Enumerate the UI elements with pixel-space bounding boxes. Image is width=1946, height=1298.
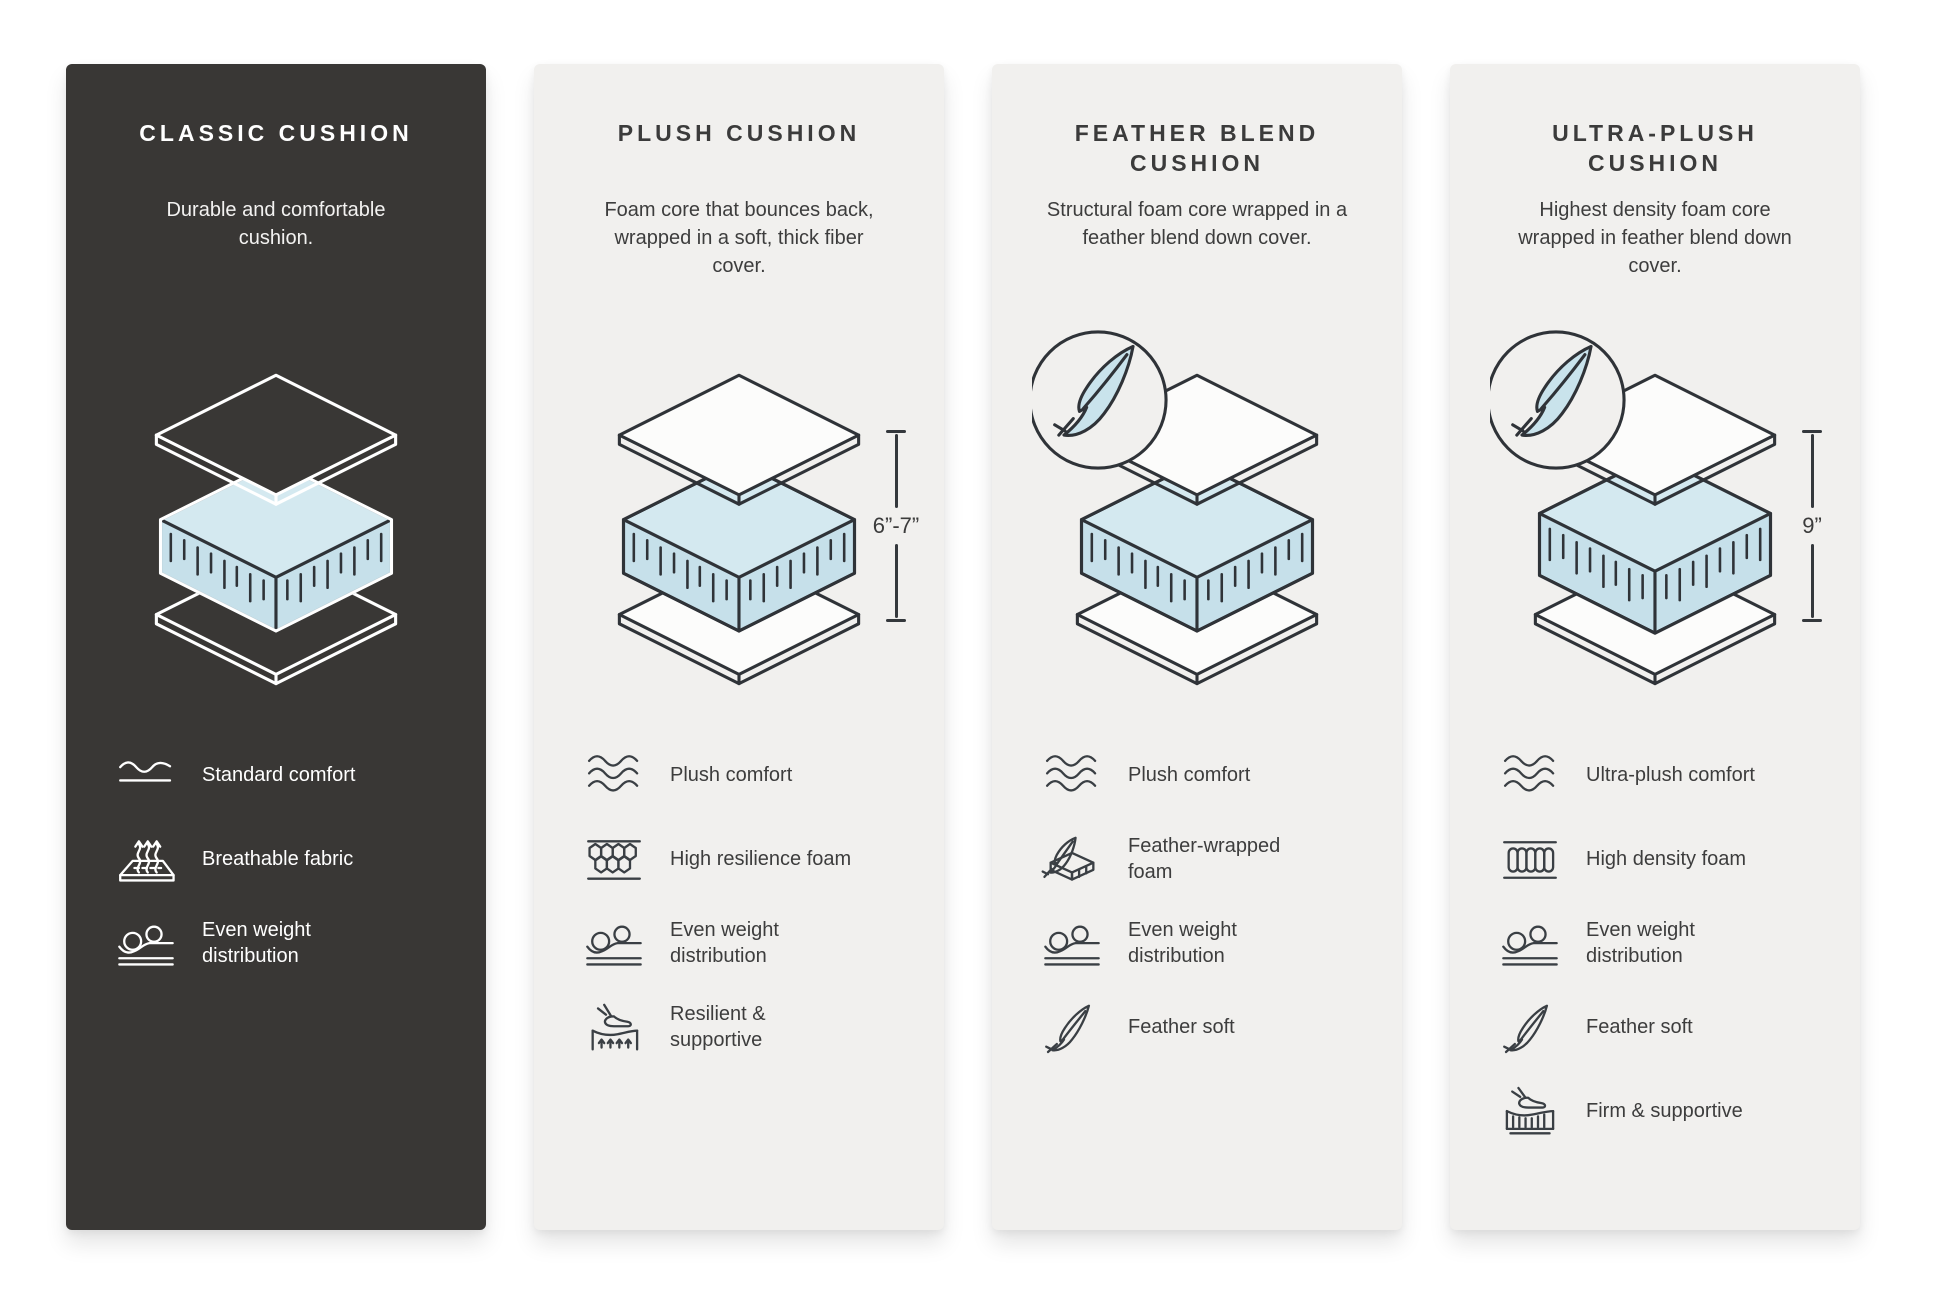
feature-label: Even weight distribution (1128, 919, 1237, 967)
firm-icon (1498, 1084, 1562, 1140)
feather-badge-icon (1032, 332, 1166, 468)
feature-label: Plush comfort (670, 764, 793, 787)
dimension-cap (886, 619, 906, 622)
feature-label: High density foam (1586, 848, 1747, 871)
card-title: FEATHER BLEND CUSHION (1074, 120, 1320, 177)
feature-label: Even weight distribution (1586, 919, 1695, 967)
dimension-cap (886, 430, 906, 433)
cushion-illustration (100, 288, 452, 708)
feature-label: Even weight distribution (202, 919, 311, 967)
list-item (582, 748, 910, 804)
feature-label: Even weight distribution (670, 919, 779, 967)
list-item (1498, 748, 1826, 804)
dimension-line (1811, 434, 1814, 508)
card-title: CLASSIC CUSHION (139, 120, 413, 146)
card-title: ULTRA-PLUSH CUSHION (1552, 120, 1758, 177)
feature-list (1484, 748, 1826, 1140)
list-item (1040, 748, 1368, 804)
card-description: Highest density foam core wrapped in feather blend down cover. (1518, 199, 1792, 277)
cushion-stack-illustration (574, 307, 904, 689)
cushion-illustration (1026, 288, 1368, 708)
feature-label: Plush comfort (1128, 764, 1251, 787)
even-weight-icon (1498, 916, 1562, 972)
list-item (1040, 1000, 1368, 1056)
feature-label: Feather-wrapped foam (1128, 835, 1281, 883)
list-item (114, 832, 452, 888)
cushion-illustration (1484, 288, 1826, 708)
card-description: Foam core that bounces back, wrapped in a soft, thick fiber cover. (604, 199, 874, 277)
card-title: PLUSH CUSHION (617, 120, 861, 146)
card-classic-cushion (66, 64, 486, 1230)
feather-icon (1040, 1000, 1104, 1056)
height-dimension (866, 430, 926, 622)
density-foam-icon (1498, 832, 1562, 888)
dimension-label: 9” (1802, 513, 1822, 538)
feature-label: Feather soft (1586, 1016, 1693, 1039)
list-item (1498, 1084, 1826, 1140)
cushion-illustration (568, 288, 920, 708)
dimension-label: 6”-7” (872, 513, 920, 538)
feature-list (568, 748, 910, 1056)
feature-label: Breathable fabric (202, 848, 354, 871)
list-item (1498, 832, 1826, 888)
top-layer (156, 375, 395, 504)
list-item (1498, 1000, 1826, 1056)
feather-badge-icon (1490, 332, 1624, 468)
list-item (582, 832, 910, 888)
card-feather-blend-cushion (992, 64, 1402, 1230)
even-weight-icon (1040, 916, 1104, 972)
breathable-fabric-icon (114, 832, 178, 888)
even-weight-icon (582, 916, 646, 972)
waves-icon (582, 748, 646, 804)
waves-icon (1040, 748, 1104, 804)
card-description: Structural foam core wrapped in a feather blend down cover. (1046, 199, 1348, 249)
list-item (582, 1000, 910, 1056)
resilient-icon (582, 1000, 646, 1056)
list-item (114, 748, 452, 804)
dimension-line (895, 434, 898, 508)
top-layer (619, 375, 858, 504)
cushion-stack-illustration (1032, 307, 1362, 689)
height-dimension (1782, 430, 1842, 622)
feature-list (100, 748, 452, 972)
feature-label: Ultra-plush comfort (1586, 764, 1755, 787)
list-item (114, 916, 452, 972)
waves-icon (1498, 748, 1562, 804)
feature-list (1026, 748, 1368, 1056)
card-plush-cushion (534, 64, 944, 1230)
list-item (1498, 916, 1826, 972)
cushion-comparison (66, 64, 1860, 1230)
feature-label: High resilience foam (670, 848, 852, 871)
card-ultra-plush-cushion (1450, 64, 1860, 1230)
feather-foam-icon (1040, 832, 1104, 888)
honeycomb-foam-icon (582, 832, 646, 888)
dimension-line (1811, 544, 1814, 618)
list-item (1040, 916, 1368, 972)
wave-comfort-icon (114, 748, 178, 804)
feature-label: Firm & supportive (1586, 1100, 1743, 1123)
list-item (582, 916, 910, 972)
cushion-stack-illustration (1490, 307, 1820, 689)
feature-label: Resilient & supportive (670, 1003, 766, 1051)
feather-icon (1498, 1000, 1562, 1056)
cushion-stack-illustration (111, 307, 441, 689)
dimension-cap (1802, 619, 1822, 622)
dimension-line (895, 544, 898, 618)
even-weight-icon (114, 916, 178, 972)
feature-label: Feather soft (1128, 1016, 1235, 1039)
dimension-cap (1802, 430, 1822, 433)
card-description: Durable and comfortable cushion. (166, 199, 386, 249)
feature-label: Standard comfort (202, 764, 356, 787)
list-item (1040, 832, 1368, 888)
